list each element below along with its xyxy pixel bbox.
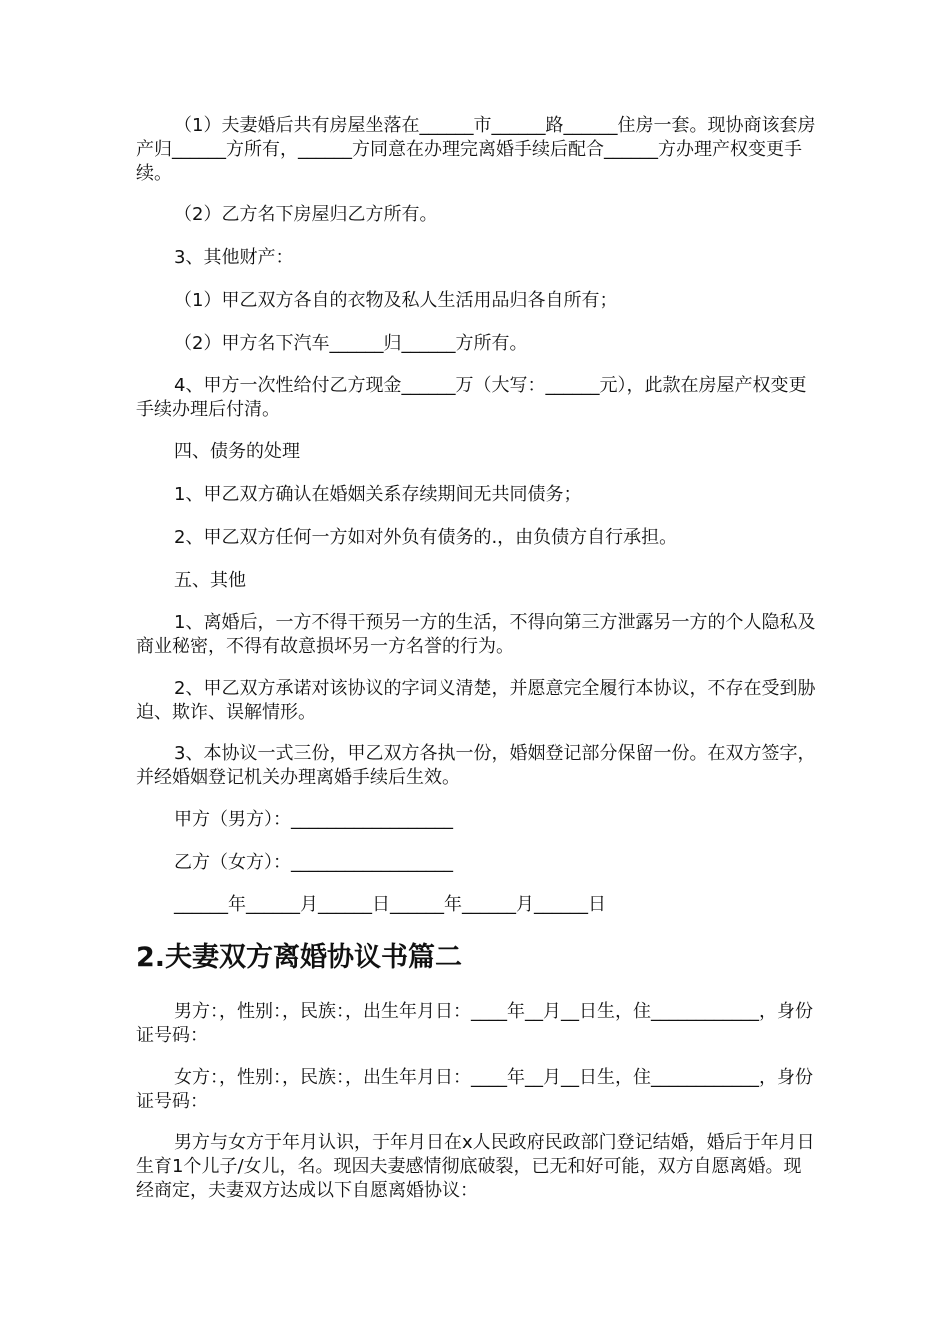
signature-party-b: 乙方（女方）：__________________ bbox=[174, 852, 453, 873]
paragraph-car: （2）甲方名下汽车______归______方所有。 bbox=[174, 333, 528, 354]
paragraph-man-info: 男方：，性别：，民族：，出生年月日：____年__月__日生，住____________，身份证号码： bbox=[136, 1001, 813, 1046]
paragraph-debt-2: 2、甲乙双方任何一方如对外负有债务的.，由负债方自行承担。 bbox=[174, 527, 678, 548]
section-other-title: 五、其他 bbox=[174, 570, 246, 591]
signature-dates: ______年______月______日______年______月______日 bbox=[174, 894, 606, 915]
paragraph-other-1: 1、离婚后，一方不得干预另一方的生活，不得向第三方泄露另一方的个人隐私及商业秘密，不得有故意损坏另一方名誉的行为。 bbox=[136, 612, 816, 657]
paragraph-house-b: （2）乙方名下房屋归乙方所有。 bbox=[174, 204, 438, 225]
paragraph-marriage-background: 男方与女方于年月认识，于年月日在x人民政府民政部门登记结婚，婚后于年月日生育1个儿子/女儿，名。现因夫妻感情彻底破裂，已无和好可能，双方自愿离婚。现经商定，夫妻双方达成以下自愿离婚协议： bbox=[136, 1132, 815, 1201]
paragraph-woman-info: 女方：，性别：，民族：，出生年月日：____年__月__日生，住____________，身份证号码： bbox=[136, 1067, 813, 1112]
paragraph-other-2: 2、甲乙双方承诺对该协议的字词义清楚，并愿意完全履行本协议，不存在受到胁迫、欺诈、误解情形。 bbox=[136, 678, 816, 723]
signature-party-a: 甲方（男方）：__________________ bbox=[174, 809, 453, 830]
paragraph-personal-items: （1）甲乙双方各自的衣物及私人生活用品归各自所有； bbox=[174, 290, 618, 311]
section-heading: 2.夫妻双方离婚协议书篇二 bbox=[136, 942, 463, 973]
paragraph-debt-1: 1、甲乙双方确认在婚姻关系存续期间无共同债务； bbox=[174, 484, 582, 505]
paragraph-other-property: 3、其他财产： bbox=[174, 247, 294, 268]
paragraph-other-3: 3、本协议一式三份，甲乙双方各执一份，婚姻登记部分保留一份。在双方签字，并经婚姻登记机关办理离婚手续后生效。 bbox=[136, 743, 816, 788]
section-debt-title: 四、债务的处理 bbox=[174, 441, 300, 462]
paragraph-house-clause: （1）夫妻婚后共有房屋坐落在______市______路______住房一套。现协商该套房产归______方所有，______方同意在办理完离婚手续后配合______方办理产权变更手续。 bbox=[136, 115, 816, 184]
paragraph-cash-payment: 4、甲方一次性给付乙方现金______万（大写：______元），此款在房屋产权变更手续办理后付清。 bbox=[136, 375, 807, 420]
